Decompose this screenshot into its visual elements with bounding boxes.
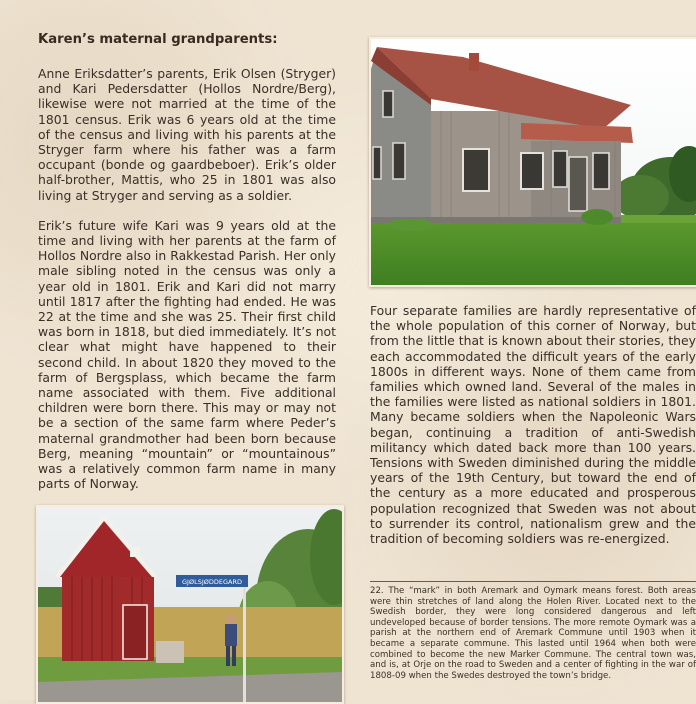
- paragraph-erik-anne: Anne Eriksdatter’s parents, Erik Olsen (Stryger) and Kari Pedersdatter (Hollos Nordre/Berg), likewise were not married at the time of the 1801 census. Erik was 6 years old at the time of the census and living with his parents at the Stryger farm where his father was a farm occupant (bonde og gaardbeboer). Erik’s older half-brother, Mattis, who 25 in 1801 was also living at Stryger and serving as a soldier.: [38, 66, 336, 203]
- photo-red-barn: [36, 505, 344, 704]
- footnote-22: 22. The “mark” in both Aremark and Oymark means forest. Both areas were thin stretches of land along the Holen River. Located next to the Swedish border, they were long considered dangerous and left undeveloped because of border tensions. The more remote Oymark was a parish at the northern end of Aremark Commune until 1903 when it became a separate commune. This lasted until 1964 when both were combined to become the new Marker Commune. The central town was, and is, at Orje on the road to Sweden and a center of fighting in the war of 1808-09 when the Swedes destroyed the town’s bridge.: [370, 581, 696, 681]
- section-heading: Karen’s maternal grandparents:: [38, 32, 278, 47]
- paragraph-kari: Erik’s future wife Kari was 9 years old at the time and living with her parents at the farm of Hollos Nordre also in Rakkestad Parish. Her only male sibling noted in the census was only a year old in 1801. Erik and Kari did not marry until 1817 after the fighting had ended. He was 22 at the time and she was 25. Their first child was born in 1818, but died immediately. It’s not clear what might have happened to their second child. In about 1820 they moved to the farm of Bergsplass, which became the farm name associated with them. Five additional children were born there. This may or may not be a section of the same farm where Peder’s maternal grandmother had been born because Berg, meaning “mountain” or “mountainous” was a relatively common farm name in many parts of Norway.: [38, 217, 336, 492]
- paragraph-four-families: Four separate families are hardly representative of the whole population of this corner of Norway, but from the little that is known about their stories, they each accommodated the difficult years of the early 1800s in different ways. None of them came from families which owned land. Several of the males in the families were listed as national soldiers in 1801. Many became soldiers when the Napoleonic Wars began, continuing a tradition of anti-Swedish militancy which dated back more than 100 years. Tensions with Sweden diminished during the middle years of the 19th Century, but toward the end of the century as a more educated and prosperous population recognized that Sweden was not about to surrender its control, nationalism grew and the tradition of becoming soldiers was re-energized.: [370, 303, 696, 547]
- photo-abandoned-farmhouse: [369, 37, 696, 287]
- right-column: [370, 303, 696, 546]
- left-column: [38, 66, 336, 506]
- farmhouse-illustration: [371, 39, 696, 285]
- road-sign-text: GJØLSJØDDEGARD: [182, 578, 242, 586]
- red-barn-illustration: [38, 507, 342, 702]
